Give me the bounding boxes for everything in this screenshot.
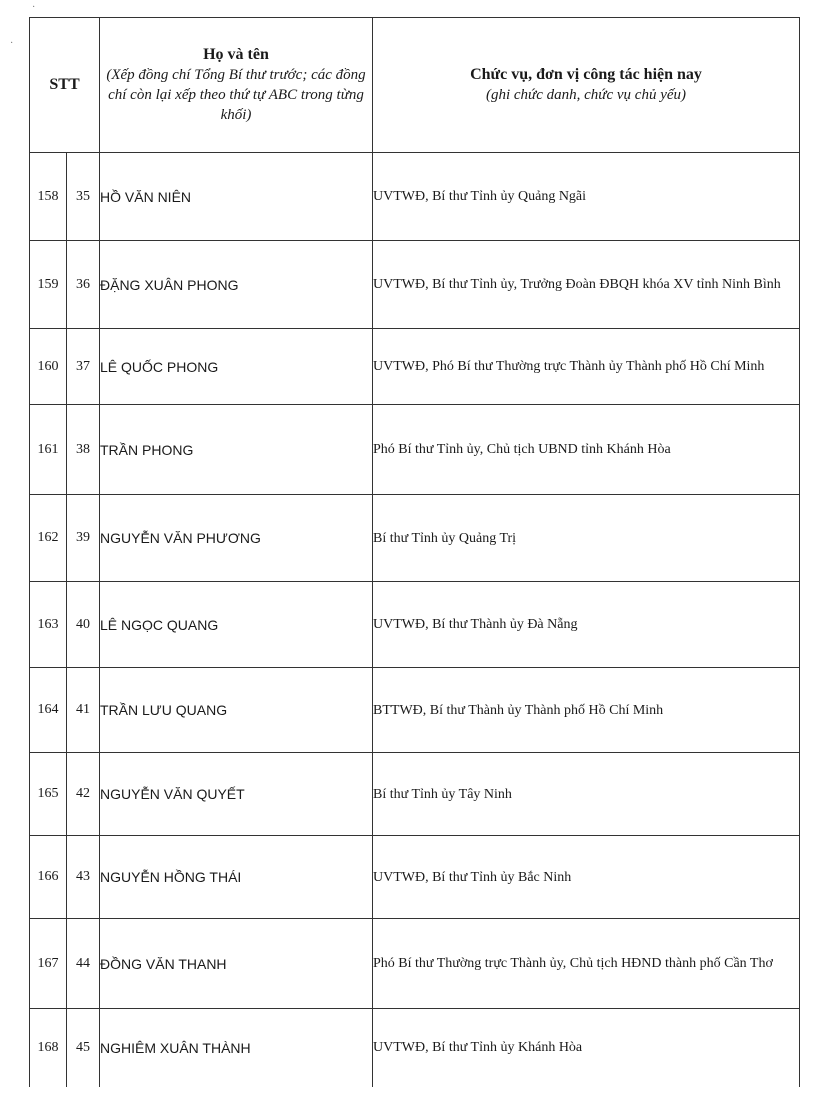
row-number: 168 (30, 1009, 67, 1087)
row-number: 158 (30, 153, 67, 241)
member-name: ĐỒNG VĂN THANH (100, 919, 373, 1009)
row-number: 166 (30, 836, 67, 919)
table-row (30, 405, 800, 495)
row-sub-number: 41 (67, 668, 100, 753)
position-header (373, 18, 800, 153)
table-row (30, 329, 800, 405)
member-position: Phó Bí thư Tỉnh ủy, Chủ tịch UBND tỉnh Khánh Hòa (373, 405, 800, 495)
row-sub-number: 43 (67, 836, 100, 919)
row-sub-number: 42 (67, 753, 100, 836)
member-name: NGUYỄN VĂN QUYẾT (100, 753, 373, 836)
table-row (30, 668, 800, 753)
member-list-table (29, 17, 800, 1087)
member-position: Bí thư Tỉnh ủy Tây Ninh (373, 753, 800, 836)
member-name: LÊ QUỐC PHONG (100, 329, 373, 405)
table-row (30, 153, 800, 241)
row-number: 159 (30, 241, 67, 329)
position-header-title: Chức vụ, đơn vị công tác hiện nay (470, 66, 702, 83)
member-name: NGHIÊM XUÂN THÀNH (100, 1009, 373, 1087)
name-header (100, 18, 373, 153)
row-sub-number: 35 (67, 153, 100, 241)
stt-header: STT (30, 18, 100, 153)
row-number: 164 (30, 668, 67, 753)
member-name: ĐẶNG XUÂN PHONG (100, 241, 373, 329)
table-header-row (30, 18, 800, 153)
member-name: LÊ NGỌC QUANG (100, 582, 373, 668)
member-position: UVTWĐ, Bí thư Tỉnh ủy Khánh Hòa (373, 1009, 800, 1087)
member-name: TRẦN PHONG (100, 405, 373, 495)
name-header-title: Họ và tên (203, 46, 269, 63)
row-sub-number: 44 (67, 919, 100, 1009)
member-position: UVTWĐ, Phó Bí thư Thường trực Thành ủy Thành phố Hồ Chí Minh (373, 329, 800, 405)
row-number: 165 (30, 753, 67, 836)
member-name: NGUYỄN VĂN PHƯƠNG (100, 495, 373, 582)
member-position: UVTWĐ, Bí thư Thành ủy Đà Nẵng (373, 582, 800, 668)
row-number: 162 (30, 495, 67, 582)
row-number: 163 (30, 582, 67, 668)
row-sub-number: 37 (67, 329, 100, 405)
row-number: 161 (30, 405, 67, 495)
row-sub-number: 39 (67, 495, 100, 582)
table-row (30, 836, 800, 919)
member-name: HỒ VĂN NIÊN (100, 153, 373, 241)
row-number: 167 (30, 919, 67, 1009)
row-number: 160 (30, 329, 67, 405)
member-position: Bí thư Tỉnh ủy Quảng Trị (373, 495, 800, 582)
member-name: TRẦN LƯU QUANG (100, 668, 373, 753)
scan-speck: · (32, 2, 36, 13)
row-sub-number: 45 (67, 1009, 100, 1087)
name-header-note: (Xếp đồng chí Tổng Bí thư trước; các đồng chí còn lại xếp theo thứ tự ABC trong từng khối) (106, 67, 366, 123)
scan-speck: · (10, 38, 14, 49)
row-sub-number: 40 (67, 582, 100, 668)
member-position: UVTWĐ, Bí thư Tỉnh ủy Quảng Ngãi (373, 153, 800, 241)
table-row (30, 495, 800, 582)
member-position: UVTWĐ, Bí thư Tỉnh ủy, Trưởng Đoàn ĐBQH khóa XV tỉnh Ninh Bình (373, 241, 800, 329)
table-row (30, 919, 800, 1009)
table-row (30, 582, 800, 668)
table-row (30, 1009, 800, 1087)
row-sub-number: 36 (67, 241, 100, 329)
member-position: BTTWĐ, Bí thư Thành ủy Thành phố Hồ Chí Minh (373, 668, 800, 753)
table-row (30, 753, 800, 836)
row-sub-number: 38 (67, 405, 100, 495)
table-row (30, 241, 800, 329)
member-position: UVTWĐ, Bí thư Tỉnh ủy Bắc Ninh (373, 836, 800, 919)
member-name: NGUYỄN HỒNG THÁI (100, 836, 373, 919)
member-position: Phó Bí thư Thường trực Thành ủy, Chủ tịch HĐND thành phố Cần Thơ (373, 919, 800, 1009)
position-header-note: (ghi chức danh, chức vụ chủ yếu) (485, 87, 687, 103)
